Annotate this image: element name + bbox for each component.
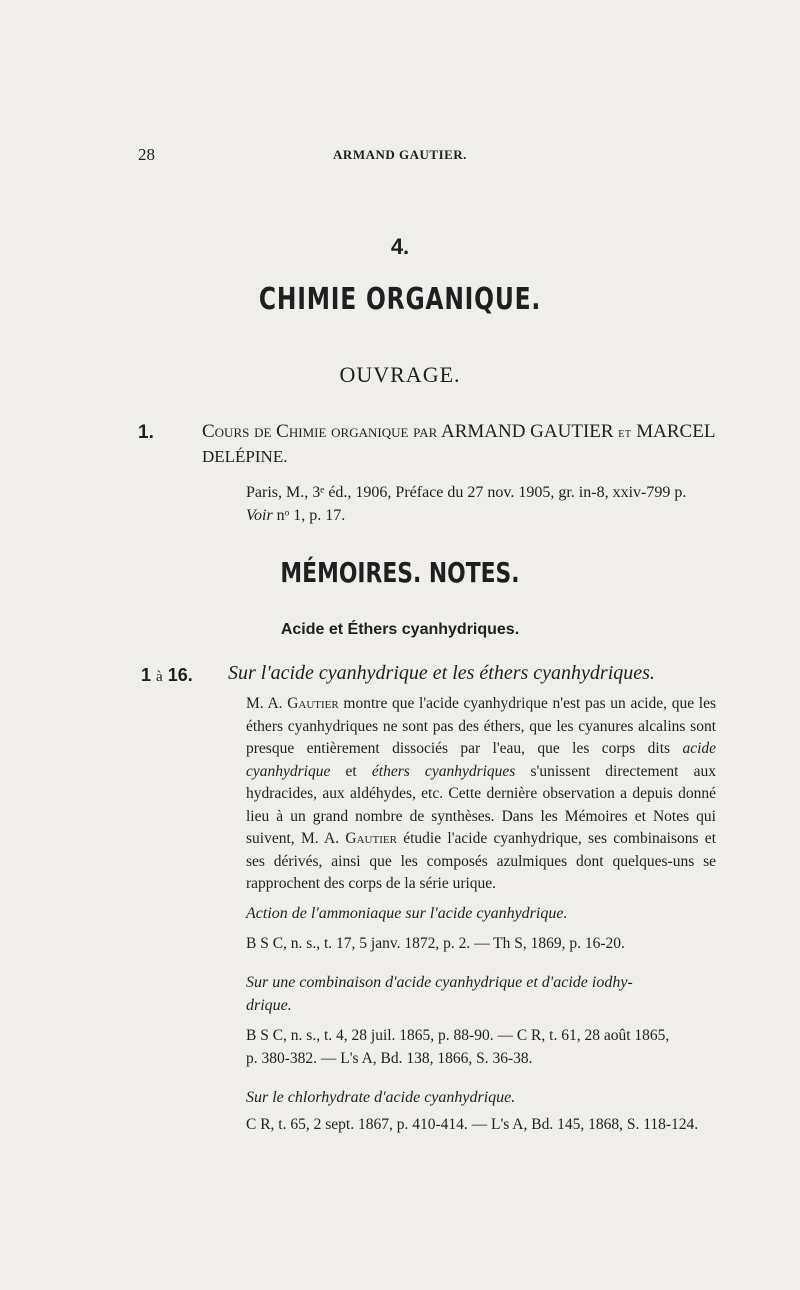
entry-title-prefix: Cours de Chimie organique par [202,421,438,442]
memoires-subheading: Acide et Éthers cyanhydriques. [280,621,520,638]
range-a: à [156,669,163,685]
para-text1: montre que l'acide cyanhydrique n'est pas un acide, que les éthers cyanhydriques ne sont pas des éthers, que les cyanures alcalins sont presque entièrement dissociés par l'eau, que les corps dits [246,695,716,757]
ouvrage-heading: OUVRAGE. [339,362,461,387]
para-author-prefix: M. A. [246,695,283,712]
summary-paragraph [246,693,716,896]
range-from: 1 [141,665,152,685]
para-author2: Gautier [345,830,397,847]
entry-heading-line2: DELÉPINE. [202,447,288,466]
range-to: 16. [167,665,193,685]
running-title: ARMAND GAUTIER. [333,147,467,162]
voir-ref: nᵒ 1, p. 17. [276,507,346,524]
item-ref: C R, t. 65, 2 sept. 1867, p. 410-414. — L's A, Bd. 145, 1868, S. 118-124. [246,1116,699,1133]
page-number: 28 [138,145,155,164]
para-text2: et [345,762,357,780]
para-text3: s'unissent directement aux hydracides, aux aldéhydes, etc. Cette dernière observation a depuis donné lieu à un grand nombre de synthèses. Dans les Mémoires et Notes qui suivent, M. A. [246,762,716,847]
item-ref-cont: p. 380-382. — L's A, Bd. 138, 1866, S. 36-38. [246,1050,533,1067]
entry-detail-line1: Paris, M., 3ᵉ éd., 1906, Préface du 27 nov. 1905, gr. in-8, xxiv-799 p. [246,484,687,501]
section-number: 4. [390,234,410,259]
range-number [141,665,193,686]
item-ref: B S C, n. s., t. 4, 28 juil. 1865, p. 88-90. — C R, t. 61, 28 août 1865, [246,1027,670,1044]
item-title-cont: drique. [246,997,292,1014]
entry-author1: ARMAND GAUTIER [440,421,614,442]
item-title: Sur le chlorhydrate d'acide cyanhydrique. [246,1089,516,1106]
section-title: CHIMIE ORGANIQUE. [258,282,542,317]
range-title: Sur l'acide cyanhydrique et les éthers cyanhydriques. [228,662,655,684]
para-italic1: acide cyanhydrique [246,740,717,780]
entry-number: 1. [138,422,154,443]
entry-heading-line1 [202,421,715,443]
voir-label: Voir [246,507,273,524]
item-ref: B S C, n. s., t. 17, 5 janv. 1872, p. 2. — Th S, 1869, p. 16-20. [246,935,625,952]
memoires-heading: MÉMOIRES. NOTES. [280,556,520,589]
item-title: Action de l'ammoniaque sur l'acide cyanhydrique. [246,905,568,922]
para-text4: étudie l'acide cyanhydrique, ses combinaisons et ses dérivés, ainsi que les composés azulmiques dont quelques-uns se rapprochent des corps de la série urique. [246,830,716,892]
entry-author2: MARCEL [636,421,716,442]
entry-et: et [618,426,632,441]
para-author: Gautier [287,695,339,712]
entry-detail-line2 [246,507,345,525]
item-title: Sur une combinaison d'acide cyanhydrique et d'acide iodhy- [246,974,633,991]
para-italic2: éthers cyanhydriques [371,762,516,780]
